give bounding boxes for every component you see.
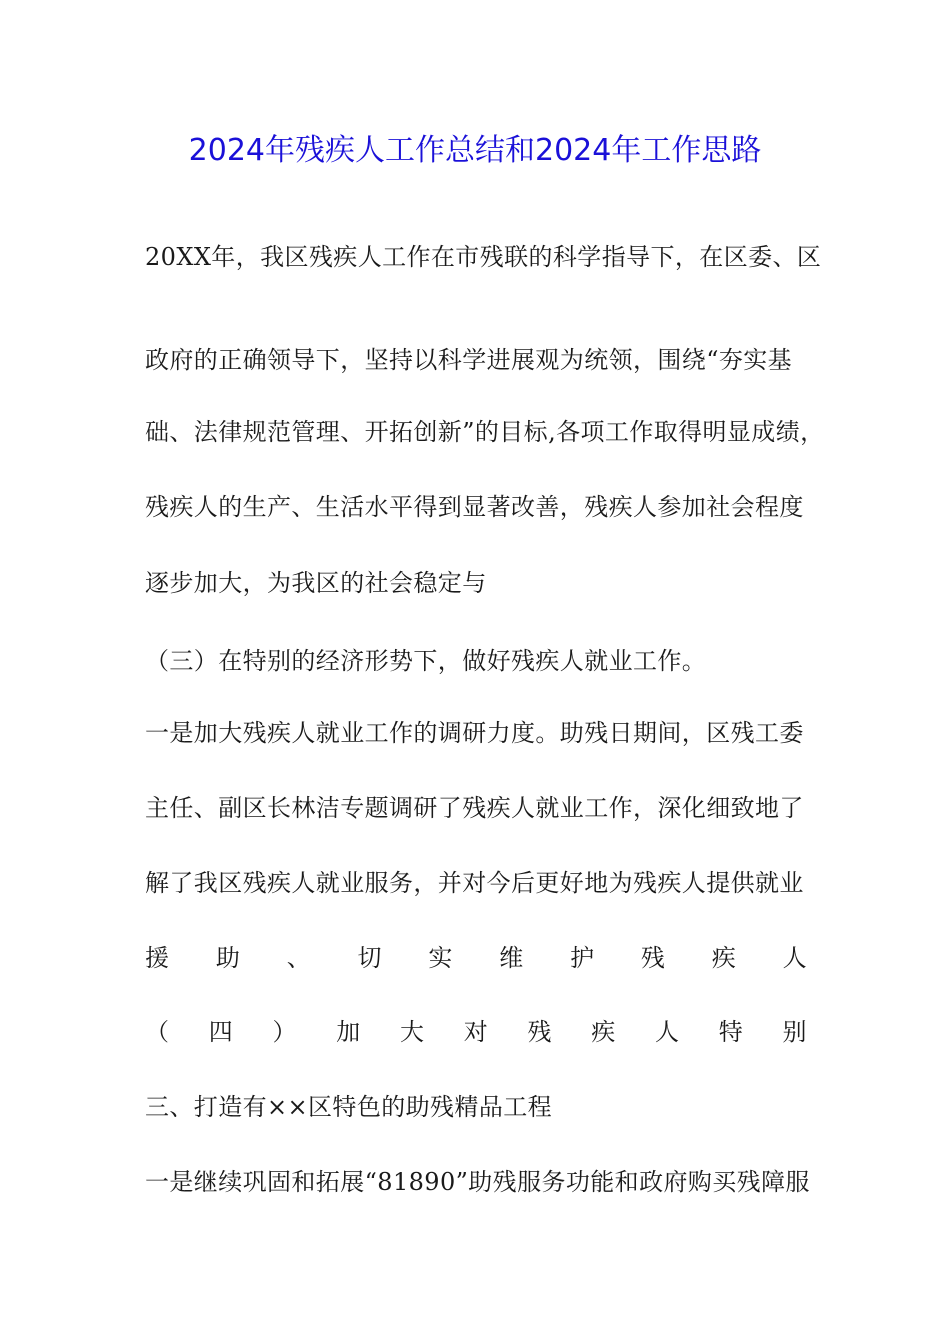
- spread-char: ）: [272, 1018, 297, 1046]
- paragraph-line: 一是继续巩固和拓展“81890”助残服务功能和政府购买残障服: [145, 1168, 810, 1196]
- spread-char: 切: [357, 944, 382, 972]
- spread-char: 实: [428, 944, 453, 972]
- spread-char: 援: [145, 944, 170, 972]
- spread-char: 维: [499, 944, 524, 972]
- spread-char: 四: [208, 1018, 234, 1046]
- spread-line: [145, 938, 807, 978]
- spread-char: 助: [215, 944, 241, 972]
- spread-char: 、: [286, 944, 312, 972]
- spread-char: 人: [782, 944, 807, 972]
- section-heading: （三）在特别的经济形势下，做好残疾人就业工作。: [145, 647, 707, 675]
- spread-char: 护: [570, 944, 595, 972]
- paragraph-line: 础、法律规范管理、开拓创新”的目标,各项工作取得明显成绩，: [145, 418, 825, 446]
- spread-char: 人: [655, 1018, 680, 1046]
- paragraph-line: 残疾人的生产、生活水平得到显著改善，残疾人参加社会程度: [145, 493, 804, 521]
- spread-char: 别: [782, 1018, 807, 1046]
- paragraph-line: 主任、副区长林洁专题调研了残疾人就业工作，深化细致地了: [145, 794, 804, 822]
- spread-char: （: [145, 1018, 170, 1046]
- spread-char: 残: [527, 1018, 552, 1046]
- spread-char: 疾: [711, 944, 737, 972]
- paragraph-line: 解了我区残疾人就业服务，并对今后更好地为残疾人提供就业: [145, 869, 804, 897]
- document-title: 2024年残疾人工作总结和2024年工作思路: [188, 133, 762, 168]
- paragraph-line: 逐步加大，为我区的社会稳定与: [145, 569, 487, 597]
- spread-char: 残: [640, 944, 666, 972]
- spread-char: 对: [463, 1018, 489, 1046]
- paragraph-line: 一是加大残疾人就业工作的调研力度。助残日期间，区残工委: [145, 719, 804, 747]
- section-heading: 三、打造有××区特色的助残精品工程: [145, 1093, 553, 1121]
- spread-char: 特: [718, 1018, 744, 1046]
- spread-char: 疾: [591, 1018, 616, 1046]
- spread-line: [145, 1012, 807, 1052]
- spread-char: 大: [400, 1018, 425, 1046]
- paragraph-line: 政府的正确领导下，坚持以科学进展观为统领，围绕“夯实基: [145, 346, 793, 374]
- paragraph-line: 20XX年，我区残疾人工作在市残联的科学指导下，在区委、区: [145, 243, 822, 271]
- spread-char: 加: [336, 1018, 361, 1046]
